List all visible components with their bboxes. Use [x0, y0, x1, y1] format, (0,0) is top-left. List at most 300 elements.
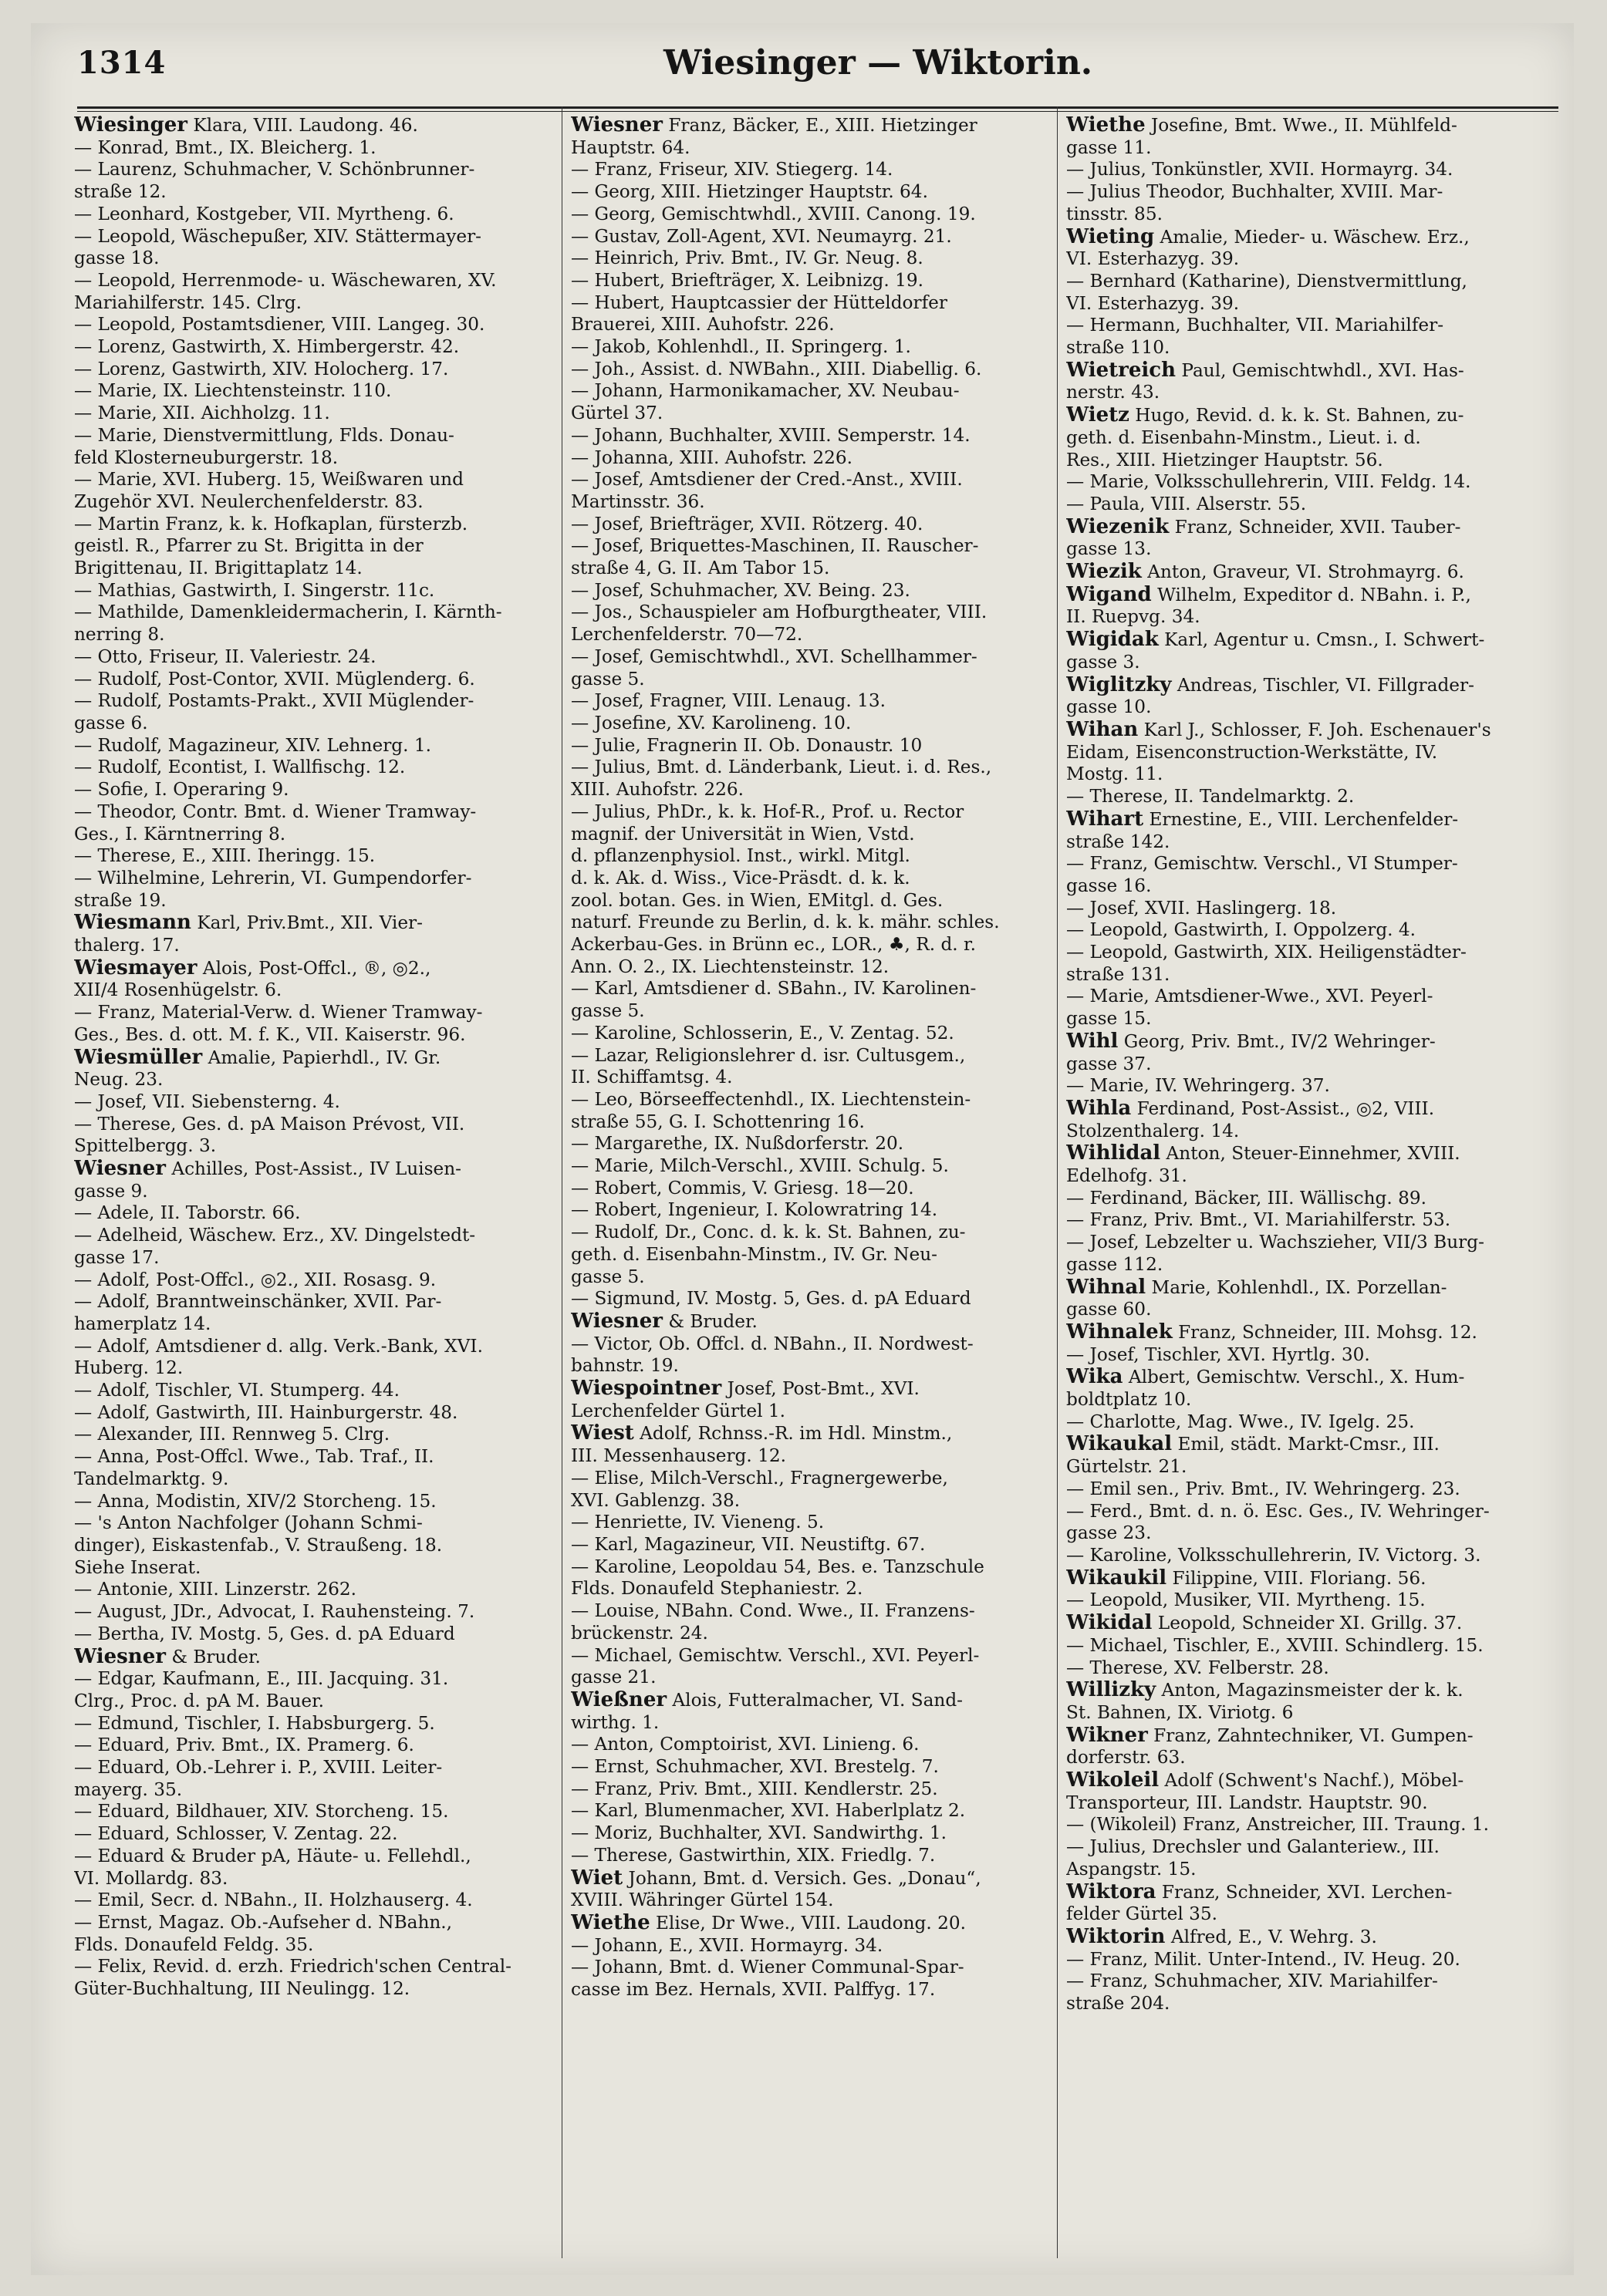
- entry-line: Ges., I. Kärntnerring 8.: [74, 823, 286, 845]
- entry-line: geth. d. Eisenbahn-Minstm., IV. Gr. Neu-: [571, 1243, 937, 1265]
- entry-line: — Rudolf, Econtist, I. Wallfischg. 12.: [74, 757, 406, 778]
- entry-line: Neug. 23.: [74, 1069, 164, 1091]
- entry-line: straße 110.: [1066, 337, 1170, 359]
- entry-line: — Josef, Lebzelter u. Wachszieher, VII/3 Burg-: [1066, 1232, 1484, 1253]
- entry-line: — Adolf, Gastwirth, III. Hainburgerstr. 48.: [74, 1401, 458, 1423]
- entry-line: Wiespointner Josef, Post-Bmt., XVI.: [571, 1377, 920, 1401]
- entry-line: straße 204.: [1066, 1993, 1170, 2014]
- entry-line: Zugehör XVI. Neulerchenfelderstr. 83.: [74, 491, 424, 512]
- entry-line: — Josef, Gemischtwhdl., XVI. Schellhammer-: [571, 646, 977, 667]
- entry-line: — Ernst, Magaz. Ob.-Aufseher d. NBahn.,: [74, 1911, 453, 1933]
- entry-line: — Karoline, Schlosserin, E., V. Zentag. 52.: [571, 1022, 954, 1043]
- entry-line: Clrg., Proc. d. pA M. Bauer.: [74, 1690, 325, 1711]
- surname: Wigidak: [1066, 629, 1159, 652]
- header-rule-thin: [77, 111, 1558, 112]
- entry-line: gasse 112.: [1066, 1253, 1163, 1275]
- column-divider: [1057, 106, 1058, 2258]
- entry-line: — Leopold, Herrenmode- u. Wäschewaren, XV.: [74, 269, 497, 291]
- entry-line: — Adolf, Tischler, VI. Stumperg. 44.: [74, 1380, 400, 1401]
- entry-line: wirthg. 1.: [571, 1711, 660, 1733]
- entry-line: — Karl, Amtsdiener d. SBahn., IV. Karolinen-: [571, 978, 977, 1000]
- entry-line: straße 4, G. II. Am Tabor 15.: [571, 558, 830, 579]
- entry-line: — Leopold, Postamtsdiener, VIII. Langeg. 30.: [74, 314, 485, 335]
- entry-line: III. Messenhauserg. 12.: [571, 1445, 786, 1467]
- surname: Wießner: [571, 1688, 667, 1711]
- entry-line: Lerchenfelder Gürtel 1.: [571, 1400, 786, 1421]
- entry-line: Wihl Georg, Priv. Bmt., IV/2 Wehringer-: [1066, 1030, 1436, 1053]
- entry-line: — Georg, Gemischtwhdl., XVIII. Canong. 19.: [571, 203, 976, 224]
- entry-line: — Sigmund, IV. Mostg. 5, Ges. d. pA Eduard: [571, 1288, 971, 1310]
- column-1: [74, 114, 552, 2001]
- entry-line: Wikaukal Emil, städt. Markt-Cmsr., III.: [1066, 1433, 1440, 1456]
- entry-line: — Marie, IV. Wehringerg. 37.: [1066, 1075, 1330, 1097]
- entry-line: — Johann, Harmonikamacher, XV. Neubau-: [571, 380, 960, 402]
- entry-line: — Edmund, Tischler, I. Habsburgerg. 5.: [74, 1712, 435, 1734]
- entry-line: — Marie, Dienstvermittlung, Flds. Donau-: [74, 424, 454, 446]
- entry-line: Brigittenau, II. Brigittaplatz 14.: [74, 558, 363, 579]
- entry-line: — Jakob, Kohlenhdl., II. Springerg. 1.: [571, 336, 911, 358]
- entry-line: Willizky Anton, Magazinsmeister der k. k.: [1066, 1679, 1464, 1702]
- page-header: [77, 45, 1574, 91]
- entry-line: — Bertha, IV. Mostg. 5, Ges. d. pA Eduard: [74, 1623, 455, 1644]
- entry-line: Wiesmayer Alois, Post-Offcl., ®, ◎2.,: [74, 956, 431, 979]
- entry-line: Flds. Donaufeld Feldg. 35.: [74, 1934, 314, 1955]
- entry-line: — Rudolf, Dr., Conc. d. k. k. St. Bahnen, zu-: [571, 1222, 966, 1243]
- entry-line: — Otto, Friseur, II. Valeriestr. 24.: [74, 646, 376, 667]
- entry-line: gasse 5.: [571, 668, 645, 689]
- surname: Wihlidal: [1066, 1142, 1161, 1165]
- entry-line: — Ernst, Schuhmacher, XVI. Brestelg. 7.: [571, 1756, 939, 1778]
- entry-line: geth. d. Eisenbahn-Minstm., Lieut. i. d.: [1066, 426, 1421, 448]
- surname: Wihan: [1066, 718, 1139, 741]
- entry-line: — Felix, Revid. d. erzh. Friedrich'schen Central-: [74, 1956, 511, 1977]
- entry-line: felder Gürtel 35.: [1066, 1903, 1217, 1925]
- entry-line: Hauptstr. 64.: [571, 137, 690, 158]
- entry-line: II. Schiffamtsg. 4.: [571, 1067, 733, 1088]
- entry-line: gasse 60.: [1066, 1299, 1152, 1320]
- entry-line: — Margarethe, IX. Nußdorferstr. 20.: [571, 1133, 904, 1155]
- entry-line: — Franz, Friseur, XIV. Stiegerg. 14.: [571, 159, 893, 180]
- entry-line: — Hermann, Buchhalter, VII. Mariahilfer-: [1066, 315, 1444, 336]
- entry-line: — Leopold, Wäschepußer, XIV. Stättermayer-: [74, 225, 482, 247]
- entry-line: Huberg. 12.: [74, 1357, 184, 1379]
- entry-line: Wihla Ferdinand, Post-Assist., ◎2, VIII.: [1066, 1097, 1435, 1120]
- entry-line: Stolzenthalerg. 14.: [1066, 1120, 1240, 1141]
- entry-line: Wiesner & Bruder.: [74, 1645, 261, 1668]
- entry-line: — Josef, XVII. Haslingerg. 18.: [1066, 897, 1337, 919]
- entry-line: hamerplatz 14.: [74, 1313, 211, 1334]
- entry-line: — Julius Theodor, Buchhalter, XVIII. Mar-: [1066, 181, 1443, 203]
- entry-line: — Josef, Briefträger, XVII. Rötzerg. 40.: [571, 513, 923, 534]
- entry-line: gasse 9.: [74, 1180, 148, 1202]
- entry-line: — Emil, Secr. d. NBahn., II. Holzhauserg. 4.: [74, 1890, 473, 1911]
- entry-line: — Josef, Fragner, VIII. Lenaug. 13.: [571, 690, 886, 712]
- entry-line: Lerchenfelderstr. 70—72.: [571, 624, 803, 646]
- entry-line: — Karoline, Volksschullehrerin, IV. Victorg. 3.: [1066, 1545, 1481, 1566]
- entry-line: — Eduard, Bildhauer, XIV. Storcheng. 15.: [74, 1801, 449, 1822]
- entry-line: — Therese, XV. Felberstr. 28.: [1066, 1657, 1329, 1678]
- entry-line: gasse 11.: [1066, 137, 1152, 158]
- surname: Wiesner: [74, 1645, 166, 1668]
- entry-line: Aspangstr. 15.: [1066, 1858, 1197, 1880]
- surname: Wika: [1066, 1366, 1123, 1389]
- entry-line: — Wilhelmine, Lehrerin, VI. Gumpendorfer-: [74, 867, 472, 888]
- entry-line: — Adolf, Post-Offcl., ◎2., XII. Rosasg. 9.: [74, 1269, 437, 1290]
- entry-line: — Robert, Commis, V. Griesg. 18—20.: [571, 1177, 914, 1199]
- entry-line: — Konrad, Bmt., IX. Bleicherg. 1.: [74, 137, 376, 158]
- entry-line: nerring 8.: [74, 624, 165, 646]
- entry-line: XVI. Gablenzg. 38.: [571, 1489, 741, 1511]
- surname: Wigand: [1066, 583, 1152, 606]
- entry-line: — Anton, Comptoirist, XVI. Linieng. 6.: [571, 1734, 920, 1755]
- entry-line: — Eduard, Ob.-Lehrer i. P., XVIII. Leiter-: [74, 1757, 443, 1778]
- entry-line: — Alexander, III. Rennweg 5. Clrg.: [74, 1424, 390, 1445]
- entry-line: — Ferd., Bmt. d. n. ö. Esc. Ges., IV. Wehringer-: [1066, 1500, 1490, 1522]
- entry-line: — Johann, Buchhalter, XVIII. Semperstr. 14.: [571, 424, 971, 446]
- entry-line: Res., XIII. Hietzinger Hauptstr. 56.: [1066, 449, 1383, 470]
- entry-line: Mostg. 11.: [1066, 764, 1163, 785]
- entry-line: — Georg, XIII. Hietzinger Hauptstr. 64.: [571, 181, 928, 203]
- entry-line: Wihart Ernestine, E., VIII. Lerchenfelder-: [1066, 807, 1459, 831]
- entry-line: — Julius, PhDr., k. k. Hof-R., Prof. u. Rector: [571, 801, 964, 822]
- entry-line: naturf. Freunde zu Berlin, d. k. k. mähr. schles.: [571, 912, 1000, 933]
- entry-line: bahnstr. 19.: [571, 1355, 679, 1377]
- entry-line: Wiest Adolf, Rchnss.-R. im Hdl. Minstm.,: [571, 1422, 953, 1445]
- entry-line: — Robert, Ingenieur, I. Kolowratring 14.: [571, 1199, 938, 1221]
- entry-line: — Moriz, Buchhalter, XVI. Sandwirthg. 1.: [571, 1822, 947, 1844]
- entry-line: XVIII. Währinger Gürtel 154.: [571, 1890, 834, 1911]
- entry-line: nerstr. 43.: [1066, 382, 1160, 403]
- entry-line: Gürtelstr. 21.: [1066, 1456, 1187, 1478]
- entry-line: Wihnal Marie, Kohlenhdl., IX. Porzellan-: [1066, 1276, 1447, 1299]
- entry-line: Brauerei, XIII. Auhofstr. 226.: [571, 314, 835, 335]
- entry-line: — Michael, Gemischtw. Verschl., XVI. Peyerl-: [571, 1644, 980, 1666]
- entry-line: Wihnalek Franz, Schneider, III. Mohsg. 12.: [1066, 1320, 1477, 1344]
- entry-line: straße 19.: [74, 889, 167, 911]
- entry-line: — Leopold, Musiker, VII. Myrtheng. 15.: [1066, 1590, 1426, 1611]
- surname: Wieting: [1066, 225, 1155, 248]
- entry-line: VI. Esterhazyg. 39.: [1066, 248, 1240, 270]
- entry-line: — Eduard, Priv. Bmt., IX. Pramerg. 6.: [74, 1735, 414, 1756]
- surname: Willizky: [1066, 1679, 1156, 1702]
- surname: Wihnal: [1066, 1276, 1146, 1299]
- entry-line: — Leopold, Gastwirth, XIX. Heiligenstädter-: [1066, 942, 1467, 963]
- entry-line: straße 12.: [74, 181, 167, 203]
- entry-line: Wihan Karl J., Schlosser, F. Joh. Eschenauer's: [1066, 718, 1491, 741]
- entry-line: gasse 3.: [1066, 651, 1140, 673]
- surname: Wiesner: [74, 1158, 166, 1181]
- surname: Wiglitzky: [1066, 673, 1172, 696]
- entry-line: — Therese, Gastwirthin, XIX. Friedlg. 7.: [571, 1844, 936, 1866]
- entry-line: — Gustav, Zoll-Agent, XVI. Neumayrg. 21.: [571, 225, 952, 247]
- entry-line: — Karoline, Leopoldau 54, Bes. e. Tanzschule: [571, 1556, 984, 1577]
- entry-line: — Ferdinand, Bäcker, III. Wällischg. 89.: [1066, 1187, 1427, 1209]
- entry-line: Spittelbergg. 3.: [74, 1135, 217, 1157]
- entry-line: — Louise, NBahn. Cond. Wwe., II. Franzens-: [571, 1600, 975, 1622]
- entry-line: Wietz Hugo, Revid. d. k. k. St. Bahnen, zu-: [1066, 404, 1464, 427]
- entry-line: — Johann, Bmt. d. Wiener Communal-Spar-: [571, 1957, 964, 1978]
- entry-line: dinger), Eiskastenfab., V. Straußeng. 18.: [74, 1535, 443, 1556]
- entry-line: Ann. O. 2., IX. Liechtensteinstr. 12.: [571, 956, 890, 977]
- entry-line: gasse 23.: [1066, 1522, 1152, 1544]
- entry-line: Tandelmarktg. 9.: [74, 1468, 229, 1489]
- entry-line: Wiezenik Franz, Schneider, XVII. Tauber-: [1066, 515, 1461, 538]
- entry-line: — Josef, VII. Siebensterng. 4.: [74, 1091, 340, 1112]
- entry-line: gasse 13.: [1066, 538, 1152, 560]
- entry-line: zool. botan. Ges. in Wien, EMitgl. d. Ges.: [571, 889, 944, 911]
- entry-line: — Henriette, IV. Vieneng. 5.: [571, 1512, 825, 1533]
- entry-line: gasse 37.: [1066, 1053, 1152, 1074]
- entry-line: Wiet Johann, Bmt. d. Versich. Ges. „Donau“,: [571, 1866, 981, 1890]
- entry-line: Wieting Amalie, Mieder- u. Wäschew. Erz.,: [1066, 225, 1470, 248]
- entry-line: gasse 6.: [74, 712, 148, 733]
- entry-line: Wiesmann Karl, Priv.Bmt., XII. Vier-: [74, 912, 423, 935]
- entry-line: Güter-Buchhaltung, III Neulingg. 12.: [74, 1978, 410, 2000]
- entry-line: — Rudolf, Magazineur, XIV. Lehnerg. 1.: [74, 734, 431, 756]
- entry-line: — Adelheid, Wäschew. Erz., XV. Dingelstedt-: [74, 1225, 476, 1246]
- entry-line: mayerg. 35.: [74, 1778, 183, 1800]
- surname: Wiest: [571, 1422, 634, 1445]
- entry-line: — Josef, Briquettes-Maschinen, II. Rauscher-: [571, 535, 979, 557]
- column-2: [571, 114, 1049, 2001]
- entry-line: Wikaukil Filippine, VIII. Floriang. 56.: [1066, 1566, 1426, 1590]
- entry-line: straße 142.: [1066, 831, 1170, 852]
- entry-line: VI. Mollardg. 83.: [74, 1867, 228, 1889]
- entry-line: Wiethe Josefine, Bmt. Wwe., II. Mühlfeld-: [1066, 114, 1457, 137]
- entry-line: — Eduard & Bruder pA, Häute- u. Fellehdl.,: [74, 1845, 471, 1866]
- entry-line: Wigand Wilhelm, Expeditor d. NBahn. i. P.,: [1066, 583, 1471, 606]
- header-rule: [77, 106, 1558, 109]
- entry-line: — Adolf, Branntweinschänker, XVII. Par-: [74, 1291, 442, 1313]
- entry-line: Transporteur, III. Landstr. Hauptstr. 90.: [1066, 1792, 1428, 1813]
- surname: Wikoleil: [1066, 1769, 1160, 1792]
- entry-line: — Paula, VIII. Alserstr. 55.: [1066, 493, 1307, 514]
- entry-line: — Leonhard, Kostgeber, VII. Myrtheng. 6.: [74, 203, 454, 224]
- entry-line: — Mathias, Gastwirth, I. Singerstr. 11c.: [74, 579, 435, 601]
- entry-line: — Therese, Ges. d. pA Maison Prévost, VII.: [74, 1113, 465, 1135]
- surname: Wietreich: [1066, 359, 1177, 382]
- entry-line: gasse 5.: [571, 1000, 645, 1022]
- entry-line: — (Wikoleil) Franz, Anstreicher, III. Traung. 1.: [1066, 1814, 1489, 1836]
- entry-line: XIII. Auhofstr. 226.: [571, 779, 744, 801]
- entry-line: Gürtel 37.: [571, 403, 663, 424]
- entry-line: — Josef, Amtsdiener der Cred.-Anst., XVIII.: [571, 469, 963, 491]
- entry-line: straße 55, G. I. Schottenring 16.: [571, 1111, 865, 1132]
- entry-line: Wietreich Paul, Gemischtwhdl., XVI. Has-: [1066, 359, 1464, 382]
- entry-line: — Edgar, Kaufmann, E., III. Jacquing. 31.: [74, 1668, 449, 1690]
- entry-line: Siehe Inserat.: [74, 1556, 201, 1578]
- entry-line: — Marie, XII. Aichholzg. 11.: [74, 403, 330, 424]
- entry-line: — Lorenz, Gastwirth, X. Himbergerstr. 42.: [74, 336, 460, 358]
- surname: Wikaukal: [1066, 1433, 1173, 1456]
- entry-line: gasse 17.: [74, 1246, 160, 1268]
- entry-line: — Bernhard (Katharine), Dienstvermittlung,: [1066, 270, 1467, 292]
- entry-line: — Jos., Schauspieler am Hofburgtheater, VIII.: [571, 602, 987, 623]
- entry-line: casse im Bez. Hernals, XVII. Palffyg. 17.: [571, 1979, 936, 2001]
- entry-line: Mariahilferstr. 145. Clrg.: [74, 292, 302, 313]
- entry-line: tinsstr. 85.: [1066, 203, 1163, 224]
- surname: Wietz: [1066, 404, 1129, 427]
- entry-line: Wießner Alois, Futteralmacher, VI. Sand-: [571, 1688, 964, 1711]
- entry-line: Eidam, Eisenconstruction-Werkstätte, IV.: [1066, 741, 1438, 763]
- entry-line: — Antonie, XIII. Linzerstr. 262.: [74, 1579, 356, 1600]
- entry-line: Wiktorin Alfred, E., V. Wehrg. 3.: [1066, 1925, 1377, 1948]
- entry-line: Wiesner Franz, Bäcker, E., XIII. Hietzinger: [571, 114, 977, 137]
- entry-line: dorferstr. 63.: [1066, 1747, 1186, 1768]
- entry-line: Wihlidal Anton, Steuer-Einnehmer, XVIII.: [1066, 1142, 1460, 1165]
- entry-line: — Franz, Gemischtw. Verschl., VI Stumper-: [1066, 853, 1458, 875]
- entry-line: — Leo, Börseeffectenhdl., IX. Liechtenstein-: [571, 1088, 971, 1110]
- entry-line: Ges., Bes. d. ott. M. f. K., VII. Kaiserstr. 96.: [74, 1023, 466, 1045]
- entry-line: Martinsstr. 36.: [571, 491, 705, 512]
- entry-line: — 's Anton Nachfolger (Johann Schmi-: [74, 1512, 423, 1534]
- entry-line: Wikner Franz, Zahntechniker, VI. Gumpen-: [1066, 1724, 1474, 1747]
- entry-line: — Julie, Fragnerin II. Ob. Donaustr. 10: [571, 734, 923, 756]
- entry-line: XII/4 Rosenhügelstr. 6.: [74, 979, 282, 1001]
- entry-line: Flds. Donaufeld Stephaniestr. 2.: [571, 1578, 863, 1600]
- surname: Wiet: [571, 1866, 623, 1890]
- entry-line: VI. Esterhazyg. 39.: [1066, 292, 1240, 314]
- entry-line: Wiesmüller Amalie, Papierhdl., IV. Gr.: [74, 1046, 441, 1069]
- entry-line: — Josef, Tischler, XVI. Hyrtlg. 30.: [1066, 1344, 1370, 1365]
- directory-page: [31, 23, 1574, 2275]
- column-3: [1066, 114, 1545, 2015]
- page-title: Wiesinger — Wiktorin.: [663, 43, 1093, 83]
- surname: Wihart: [1066, 807, 1144, 831]
- entry-line: Wiesner Achilles, Post-Assist., IV Luisen-: [74, 1158, 461, 1181]
- entry-line: Wiezik Anton, Graveur, VI. Strohmayrg. 6.: [1066, 561, 1464, 584]
- entry-line: — Anna, Modistin, XIV/2 Storcheng. 15.: [74, 1490, 437, 1512]
- surname: Wiesinger: [74, 114, 187, 137]
- entry-line: — Lorenz, Gastwirth, XIV. Holocherg. 17.: [74, 358, 449, 379]
- entry-line: — Marie, Volksschullehrerin, VIII. Feldg. 14.: [1066, 471, 1471, 493]
- surname: Wikner: [1066, 1724, 1148, 1747]
- entry-line: — Franz, Material-Verw. d. Wiener Tramway-: [74, 1002, 483, 1023]
- entry-line: Wiethe Elise, Dr Wwe., VIII. Laudong. 20.: [571, 1911, 966, 1934]
- entry-line: d. k. Ak. d. Wiss., Vice-Präsdt. d. k. k.: [571, 867, 910, 888]
- entry-line: thalerg. 17.: [74, 935, 180, 956]
- entry-line: — Martin Franz, k. k. Hofkaplan, fürsterzb.: [74, 513, 468, 534]
- surname: Wihla: [1066, 1097, 1132, 1120]
- surname: Wiktora: [1066, 1880, 1156, 1903]
- surname: Wiezik: [1066, 561, 1142, 584]
- entry-line: — Hubert, Briefträger, X. Leibnizg. 19.: [571, 269, 923, 291]
- entry-line: — Rudolf, Post-Contor, XVII. Müglenderg. 6.: [74, 668, 475, 689]
- entry-line: — Heinrich, Priv. Bmt., IV. Gr. Neug. 8.: [571, 248, 923, 269]
- entry-line: Wiesinger Klara, VIII. Laudong. 46.: [74, 114, 418, 137]
- entry-line: Wika Albert, Gemischtw. Verschl., X. Hum-: [1066, 1366, 1465, 1389]
- surname: Wiesmann: [74, 912, 191, 935]
- entry-line: d. pflanzenphysiol. Inst., wirkl. Mitgl.: [571, 845, 910, 867]
- entry-line: — Laurenz, Schuhmacher, V. Schönbrunner-: [74, 159, 475, 180]
- entry-line: — Julius, Drechsler und Galanteriew., III.: [1066, 1836, 1440, 1858]
- entry-line: — Therese, E., XIII. Iheringg. 15.: [74, 845, 376, 867]
- entry-line: gasse 10.: [1066, 696, 1152, 718]
- entry-line: — Josef, Schuhmacher, XV. Being. 23.: [571, 579, 910, 601]
- entry-line: — Mathilde, Damenkleidermacherin, I. Kärnth-: [74, 602, 502, 623]
- entry-line: Wiglitzky Andreas, Tischler, VI. Fillgrader-: [1066, 673, 1474, 696]
- entry-line: gasse 18.: [74, 248, 160, 269]
- entry-line: — Josefine, XV. Karolineng. 10.: [571, 712, 852, 733]
- entry-line: St. Bahnen, IX. Viriotg. 6: [1066, 1701, 1294, 1723]
- surname: Wiethe: [571, 1911, 650, 1934]
- entry-line: — Johanna, XIII. Auhofstr. 226.: [571, 447, 853, 468]
- entry-line: — Emil sen., Priv. Bmt., IV. Wehringerg. 23.: [1066, 1478, 1460, 1499]
- entry-line: — Michael, Tischler, E., XVIII. Schindlerg. 15.: [1066, 1634, 1484, 1656]
- surname: Wiespointner: [571, 1377, 722, 1401]
- surname: Wikaukil: [1066, 1566, 1167, 1590]
- entry-line: — Marie, Amtsdiener-Wwe., XVI. Peyerl-: [1066, 986, 1433, 1007]
- entry-line: — Karl, Blumenmacher, XVI. Haberlplatz 2.: [571, 1800, 966, 1822]
- entry-line: — Franz, Priv. Bmt., XIII. Kendlerstr. 25.: [571, 1778, 938, 1799]
- surname: Wiktorin: [1066, 1925, 1166, 1948]
- page-number: 1314: [77, 45, 167, 81]
- entry-line: — Sofie, I. Operaring 9.: [74, 779, 289, 801]
- entry-line: Wiesner & Bruder.: [571, 1310, 758, 1333]
- entry-line: gasse 21.: [571, 1667, 657, 1688]
- entry-line: gasse 15.: [1066, 1008, 1152, 1030]
- entry-line: magnif. der Universität in Wien, Vstd.: [571, 823, 915, 845]
- entry-line: — Marie, IX. Liechtensteinstr. 110.: [74, 380, 392, 402]
- entry-line: Wigidak Karl, Agentur u. Cmsn., I. Schwert-: [1066, 629, 1485, 652]
- entry-line: — Johann, E., XVII. Hormayrg. 34.: [571, 1934, 883, 1956]
- entry-line: — Hubert, Hauptcassier der Hütteldorfer: [571, 292, 947, 313]
- entry-line: geistl. R., Pfarrer zu St. Brigitta in der: [74, 535, 424, 557]
- entry-line: — Franz, Milit. Unter-Intend., IV. Heug. 20.: [1066, 1948, 1460, 1970]
- entry-line: II. Ruepvg. 34.: [1066, 606, 1200, 628]
- entry-line: Ackerbau-Ges. in Brünn ec., LOR., ♣, R. d. r.: [571, 934, 976, 956]
- surname: Wikidal: [1066, 1612, 1153, 1635]
- entry-line: — Franz, Schuhmacher, XIV. Mariahilfer-: [1066, 1971, 1438, 1992]
- surname: Wiezenik: [1066, 515, 1170, 538]
- entry-line: — Julius, Tonkünstler, XVII. Hormayrg. 34.: [1066, 159, 1453, 180]
- entry-line: Wikoleil Adolf (Schwent's Nachf.), Möbel-: [1066, 1769, 1464, 1792]
- entry-line: — Elise, Milch-Verschl., Fragnergewerbe,: [571, 1467, 948, 1489]
- entry-line: Edelhofg. 31.: [1066, 1165, 1187, 1187]
- entry-line: — Charlotte, Mag. Wwe., IV. Igelg. 25.: [1066, 1411, 1415, 1432]
- entry-line: — Marie, XVI. Huberg. 15, Weißwaren und: [74, 469, 464, 491]
- entry-line: — Julius, Bmt. d. Länderbank, Lieut. i. d. Res.,: [571, 757, 992, 778]
- entry-line: boldtplatz 10.: [1066, 1389, 1192, 1411]
- entry-line: Wiktora Franz, Schneider, XVI. Lerchen-: [1066, 1880, 1453, 1903]
- entry-line: — Therese, II. Tandelmarktg. 2.: [1066, 786, 1355, 807]
- surname: Wiesmüller: [74, 1046, 203, 1069]
- entry-line: gasse 5.: [571, 1266, 645, 1287]
- entry-line: — Eduard, Schlosser, V. Zentag. 22.: [74, 1823, 398, 1845]
- surname: Wihnalek: [1066, 1320, 1173, 1344]
- surname: Wiethe: [1066, 114, 1146, 137]
- surname: Wihl: [1066, 1030, 1119, 1053]
- entry-line: — Leopold, Gastwirth, I. Oppolzerg. 4.: [1066, 919, 1416, 941]
- entry-line: — Victor, Ob. Offcl. d. NBahn., II. Nordwest-: [571, 1333, 974, 1354]
- entry-line: — Joh., Assist. d. NWBahn., XIII. Diabellig. 6.: [571, 358, 982, 379]
- entry-line: — Adolf, Amtsdiener d. allg. Verk.-Bank, XVI.: [74, 1335, 483, 1357]
- entry-line: — Karl, Magazineur, VII. Neustiftg. 67.: [571, 1534, 926, 1555]
- entry-line: Wikidal Leopold, Schneider XI. Grillg. 37.: [1066, 1612, 1463, 1635]
- entry-line: — Adele, II. Taborstr. 66.: [74, 1202, 301, 1224]
- entry-line: — August, JDr., Advocat, I. Rauhensteing. 7.: [74, 1601, 475, 1623]
- entry-line: — Theodor, Contr. Bmt. d. Wiener Tramway-: [74, 801, 477, 822]
- entry-line: gasse 16.: [1066, 875, 1152, 896]
- surname: Wiesner: [571, 114, 663, 137]
- surname: Wiesner: [571, 1310, 663, 1333]
- entry-line: — Anna, Post-Offcl. Wwe., Tab. Traf., II.: [74, 1446, 434, 1468]
- entry-line: — Rudolf, Postamts-Prakt., XVII Müglender-: [74, 690, 474, 712]
- entry-line: feld Klosterneuburgerstr. 18.: [74, 447, 339, 468]
- entry-line: — Marie, Milch-Verschl., XVIII. Schulg. 5.: [571, 1155, 949, 1177]
- entry-line: — Franz, Priv. Bmt., VI. Mariahilferstr. 53.: [1066, 1209, 1451, 1231]
- entry-line: — Lazar, Religionslehrer d. isr. Cultusgem.,: [571, 1044, 966, 1066]
